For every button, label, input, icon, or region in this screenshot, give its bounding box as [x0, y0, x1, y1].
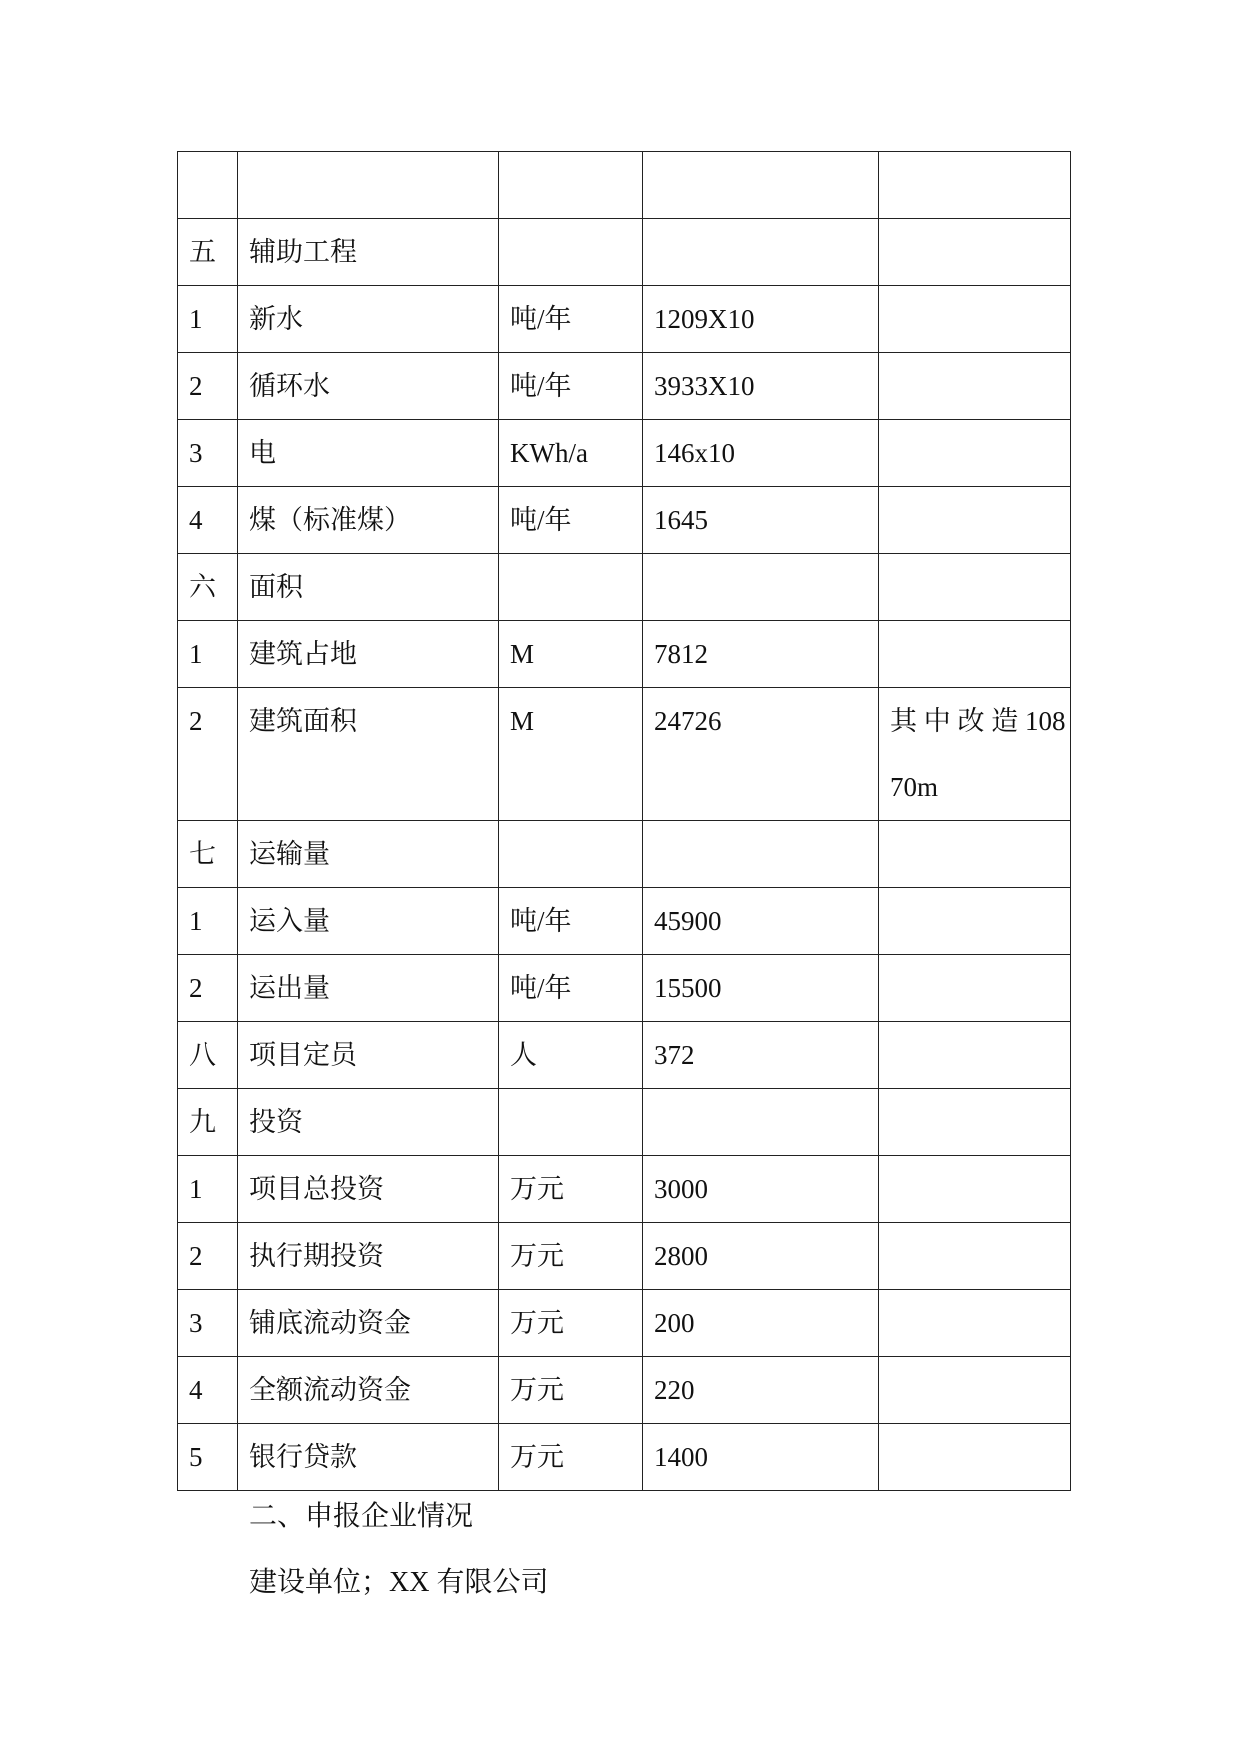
value-cell: 7812: [643, 621, 879, 688]
value-cell: [643, 821, 879, 888]
row-number-cell: 4: [178, 1357, 238, 1424]
unit-cell: 万元: [499, 1156, 643, 1223]
unit-cell: 吨/年: [499, 286, 643, 353]
item-name-cell: 项目总投资: [238, 1156, 499, 1223]
value-cell: 146x10: [643, 420, 879, 487]
row-number-cell: 九: [178, 1089, 238, 1156]
unit-cell: KWh/a: [499, 420, 643, 487]
item-name-cell: [238, 152, 499, 219]
table-row: [178, 1223, 1071, 1290]
note-cell: [879, 1357, 1071, 1424]
item-name-cell: 电: [238, 420, 499, 487]
note-cell: [879, 1290, 1071, 1357]
item-name-cell: 运入量: [238, 888, 499, 955]
unit-cell: [499, 821, 643, 888]
item-name-cell: 循环水: [238, 353, 499, 420]
value-cell: [643, 219, 879, 286]
item-name-cell: 项目定员: [238, 1022, 499, 1089]
item-name-cell: 银行贷款: [238, 1424, 499, 1491]
note-cell: [879, 554, 1071, 621]
unit-cell: 吨/年: [499, 955, 643, 1022]
table-row: [178, 1089, 1071, 1156]
table-row: [178, 1424, 1071, 1491]
table-row: [178, 554, 1071, 621]
note-cell: [879, 420, 1071, 487]
table-row: [178, 888, 1071, 955]
item-name-cell: 面积: [238, 554, 499, 621]
table-row: [178, 1357, 1071, 1424]
row-number-cell: 2: [178, 353, 238, 420]
unit-cell: 吨/年: [499, 353, 643, 420]
note-cell: [879, 219, 1071, 286]
section-heading: 二、申报企业情况: [249, 1501, 474, 1532]
row-number-cell: 2: [178, 1223, 238, 1290]
table-row: [178, 1156, 1071, 1223]
note-cell: 其 中 改 造 10870m: [879, 688, 1071, 821]
note-cell: [879, 353, 1071, 420]
item-name-cell: 建筑占地: [238, 621, 499, 688]
unit-cell: 万元: [499, 1357, 643, 1424]
table-row: [178, 955, 1071, 1022]
unit-cell: [499, 554, 643, 621]
note-cell: [879, 821, 1071, 888]
value-cell: 3933X10: [643, 353, 879, 420]
note-cell: [879, 1424, 1071, 1491]
item-name-cell: 全额流动资金: [238, 1357, 499, 1424]
value-cell: 1400: [643, 1424, 879, 1491]
table-row: [178, 1022, 1071, 1089]
table-row: [178, 821, 1071, 888]
table-row: [178, 621, 1071, 688]
table-row: [178, 688, 1071, 821]
unit-cell: M: [499, 621, 643, 688]
value-cell: 15500: [643, 955, 879, 1022]
row-number-cell: 1: [178, 286, 238, 353]
item-name-cell: 煤（标准煤）: [238, 487, 499, 554]
row-number-cell: 2: [178, 955, 238, 1022]
item-name-cell: 运输量: [238, 821, 499, 888]
item-name-cell: 运出量: [238, 955, 499, 1022]
row-number-cell: 2: [178, 688, 238, 821]
unit-cell: 万元: [499, 1424, 643, 1491]
table-row: [178, 353, 1071, 420]
item-name-cell: 新水: [238, 286, 499, 353]
note-cell: [879, 152, 1071, 219]
row-number-cell: 5: [178, 1424, 238, 1491]
unit-cell: 万元: [499, 1223, 643, 1290]
item-name-cell: 投资: [238, 1089, 499, 1156]
row-number-cell: 七: [178, 821, 238, 888]
table-row: [178, 1290, 1071, 1357]
construction-unit-text: 建设单位；XX 有限公司: [249, 1567, 549, 1598]
note-cell: [879, 888, 1071, 955]
note-cell: [879, 1089, 1071, 1156]
value-cell: [643, 1089, 879, 1156]
note-cell: [879, 955, 1071, 1022]
value-cell: 200: [643, 1290, 879, 1357]
row-number-cell: 3: [178, 420, 238, 487]
table-row: [178, 487, 1071, 554]
item-name-cell: 铺底流动资金: [238, 1290, 499, 1357]
unit-cell: 吨/年: [499, 487, 643, 554]
table-row: [178, 152, 1071, 219]
unit-cell: [499, 1089, 643, 1156]
item-name-cell: 执行期投资: [238, 1223, 499, 1290]
value-cell: 1209X10: [643, 286, 879, 353]
value-cell: 372: [643, 1022, 879, 1089]
value-cell: [643, 152, 879, 219]
row-number-cell: [178, 152, 238, 219]
row-number-cell: 1: [178, 1156, 238, 1223]
note-cell: [879, 487, 1071, 554]
unit-cell: M: [499, 688, 643, 821]
table-body: [178, 152, 1071, 1491]
project-indicator-table: [177, 151, 1071, 1491]
value-cell: [643, 554, 879, 621]
value-cell: 220: [643, 1357, 879, 1424]
value-cell: 45900: [643, 888, 879, 955]
note-cell: [879, 286, 1071, 353]
table-row: [178, 286, 1071, 353]
value-cell: 24726: [643, 688, 879, 821]
row-number-cell: 五: [178, 219, 238, 286]
row-number-cell: 3: [178, 1290, 238, 1357]
row-number-cell: 六: [178, 554, 238, 621]
note-cell: [879, 1223, 1071, 1290]
note-cell: [879, 1022, 1071, 1089]
value-cell: 1645: [643, 487, 879, 554]
item-name-cell: 辅助工程: [238, 219, 499, 286]
row-number-cell: 八: [178, 1022, 238, 1089]
unit-cell: 吨/年: [499, 888, 643, 955]
row-number-cell: 1: [178, 888, 238, 955]
unit-cell: [499, 152, 643, 219]
unit-cell: [499, 219, 643, 286]
note-cell: [879, 1156, 1071, 1223]
unit-cell: 人: [499, 1022, 643, 1089]
row-number-cell: 1: [178, 621, 238, 688]
unit-cell: 万元: [499, 1290, 643, 1357]
table-row: [178, 219, 1071, 286]
value-cell: 2800: [643, 1223, 879, 1290]
row-number-cell: 4: [178, 487, 238, 554]
value-cell: 3000: [643, 1156, 879, 1223]
note-cell: [879, 621, 1071, 688]
item-name-cell: 建筑面积: [238, 688, 499, 821]
table-row: [178, 420, 1071, 487]
